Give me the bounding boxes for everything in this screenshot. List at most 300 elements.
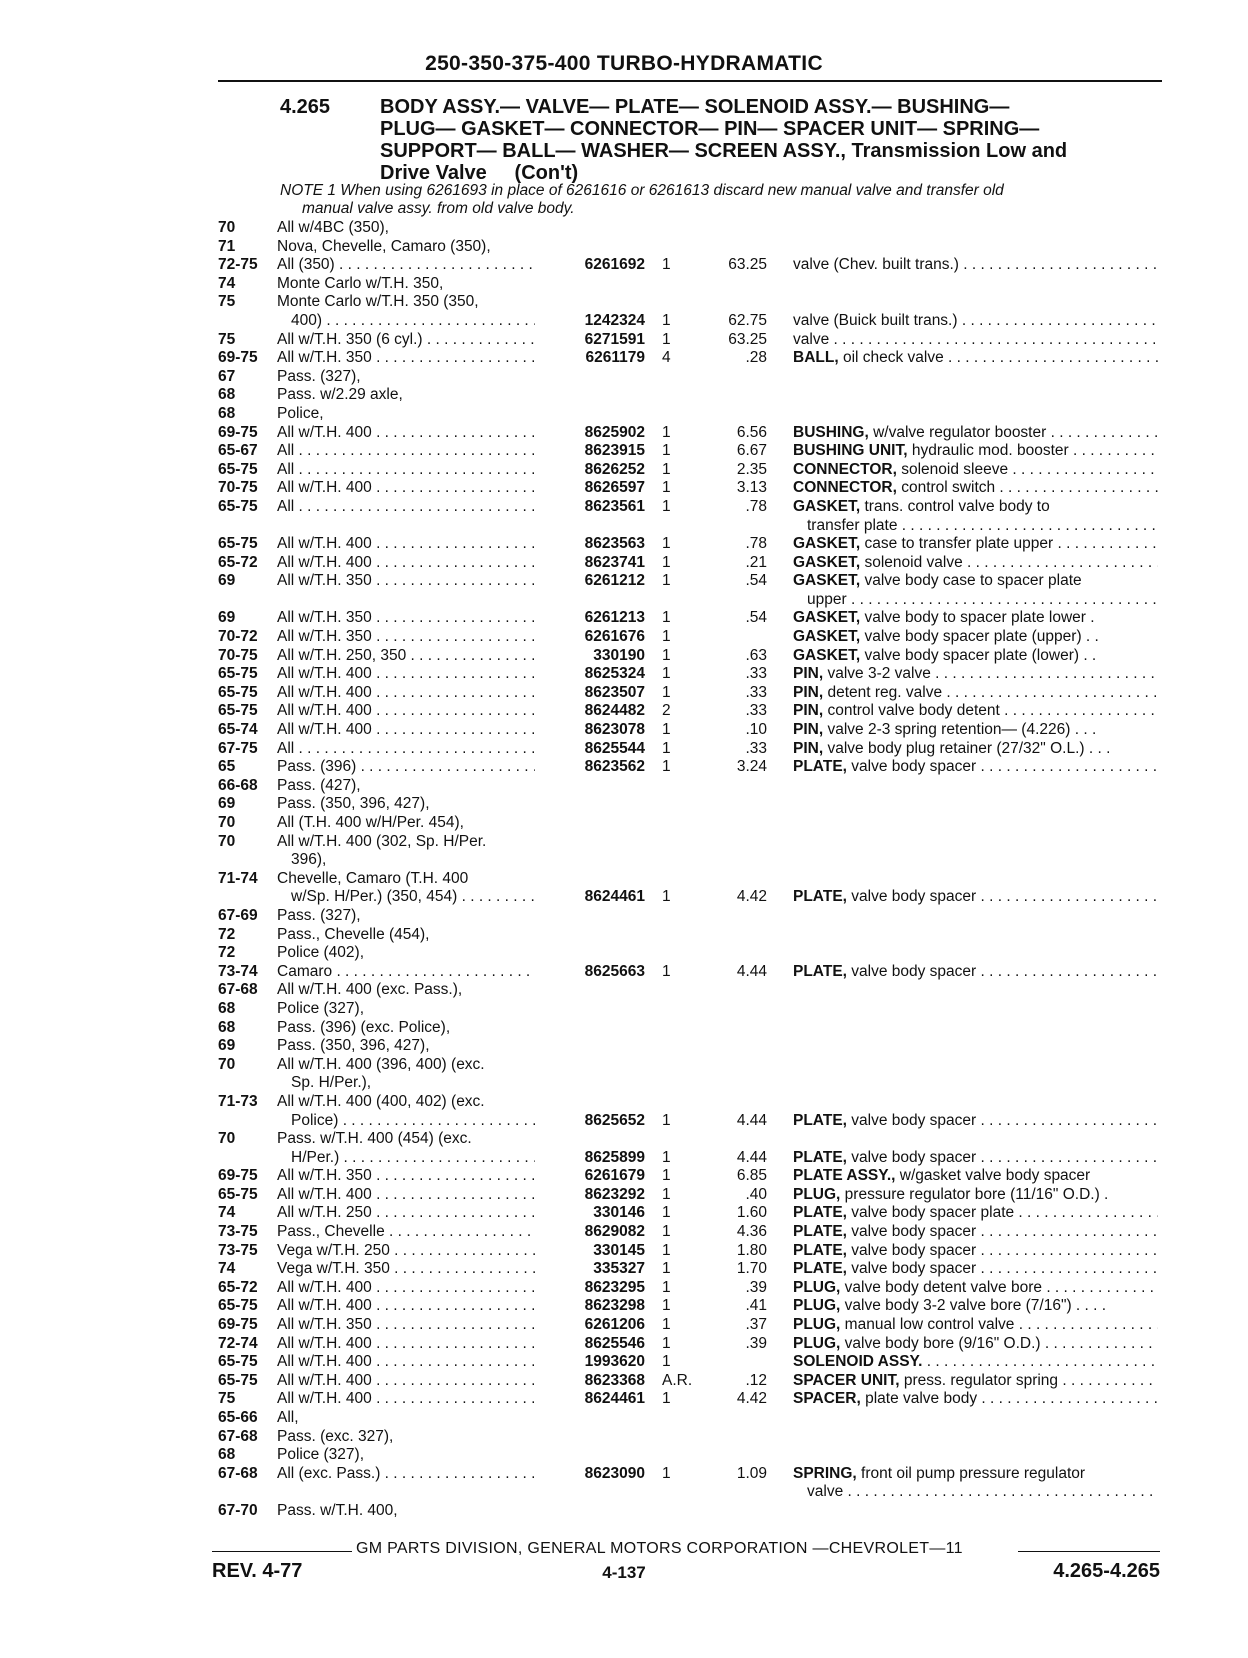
price: 6.56: [736, 423, 767, 441]
description: [793, 591, 1158, 610]
part-name: GASKET,: [793, 646, 861, 664]
quantity: 1: [662, 683, 671, 701]
list-item: [0, 331, 1248, 350]
description: [793, 740, 1158, 759]
quantity: 1: [662, 888, 671, 906]
application: 396),: [291, 851, 327, 869]
description: [793, 1465, 1158, 1484]
part-description: oil check valve: [838, 349, 944, 367]
application: All (exc. Pass.) . . .: [277, 1465, 535, 1484]
section-heading-line: BODY ASSY.— VALVE— PLATE— SOLENOID ASSY.— BUSHING—: [380, 96, 1010, 118]
model-years: 72: [218, 944, 236, 962]
price: 4.36: [736, 1223, 767, 1241]
quantity: 1: [662, 1223, 671, 1241]
part-description: case to transfer plate upper: [860, 535, 1054, 553]
part-name: GASKET,: [793, 609, 861, 627]
part-name: GASKET,: [793, 497, 861, 515]
application: All w/T.H. 250 . . .: [277, 1204, 535, 1223]
footer-section-ref: 4.265-4.265: [1053, 1560, 1160, 1582]
model-years: 65-75: [218, 1297, 258, 1315]
application: Police (327),: [277, 999, 365, 1017]
list-item: [0, 1279, 1248, 1298]
list-item: [0, 219, 1248, 238]
description: [793, 535, 1158, 554]
application: All w/T.H. 400 . . .: [277, 1335, 535, 1354]
part-description: valve body spacer: [846, 1260, 977, 1278]
quantity: 2: [662, 702, 671, 720]
list-item: [0, 981, 1248, 1000]
application: Police (402),: [277, 944, 365, 962]
part-number: 8623561: [584, 497, 645, 515]
price: .40: [745, 1185, 767, 1203]
list-item: [0, 1242, 1248, 1261]
note-line: manual valve assy. from old valve body.: [302, 200, 575, 217]
quantity: 1: [662, 1278, 671, 1296]
quantity: 1: [662, 1148, 671, 1166]
description: [793, 758, 1158, 777]
list-item: [0, 609, 1248, 628]
list-item: [0, 572, 1248, 591]
application: Pass. (327),: [277, 906, 361, 924]
application: Pass. w/T.H. 400 (454) (exc.: [277, 1130, 472, 1148]
description: [793, 1390, 1158, 1409]
part-name: PLUG,: [793, 1334, 841, 1352]
application: All w/T.H. 400 . . .: [277, 535, 535, 554]
list-item: [0, 312, 1248, 331]
price: .33: [745, 739, 767, 757]
list-item: [0, 833, 1248, 852]
application: All w/T.H. 400 . . .: [277, 1279, 535, 1298]
part-name: BUSHING UNIT,: [793, 442, 908, 460]
quantity: 1: [662, 1185, 671, 1203]
price: .28: [745, 349, 767, 367]
description: [793, 1167, 1158, 1186]
list-item: [0, 424, 1248, 443]
part-description: valve body detent valve bore: [840, 1278, 1043, 1296]
quantity: 1: [662, 1111, 671, 1129]
quantity: 1: [662, 665, 671, 683]
part-description: upper: [807, 590, 847, 608]
price: .21: [745, 553, 767, 571]
part-description: valve body spacer: [846, 888, 977, 906]
quantity: 1: [662, 442, 671, 460]
description: [793, 442, 1158, 461]
list-item: [0, 517, 1248, 536]
list-item: [0, 498, 1248, 517]
application: 400) . . .: [277, 312, 535, 331]
part-description: solenoid valve: [860, 553, 963, 571]
part-description: valve body bore (9/16" O.D.): [840, 1334, 1041, 1352]
description: [793, 554, 1158, 573]
model-years: 74: [218, 274, 236, 292]
description: [793, 1223, 1158, 1242]
price: 63.25: [728, 330, 767, 348]
model-years: 65-75: [218, 460, 258, 478]
model-years: 67-68: [218, 1427, 258, 1445]
application: All w/T.H. 400 . . .: [277, 665, 535, 684]
parts-list: [0, 219, 1248, 1521]
price: 1.60: [736, 1204, 767, 1222]
model-years: 73-75: [218, 1241, 258, 1259]
list-item: [0, 1223, 1248, 1242]
list-item: [0, 1465, 1248, 1484]
part-number: 6261692: [584, 256, 645, 274]
part-name: SPACER UNIT,: [793, 1371, 900, 1389]
description: [793, 461, 1158, 480]
quantity: 1: [662, 1353, 671, 1371]
list-item: [0, 1056, 1248, 1075]
part-name: PLATE,: [793, 1260, 847, 1278]
list-item: [0, 1428, 1248, 1447]
application: All (350) . . .: [277, 256, 535, 275]
application: All w/T.H. 350 (6 cyl.) . . .: [277, 331, 535, 350]
model-years: 65-72: [218, 1278, 258, 1296]
list-item: [0, 926, 1248, 945]
part-name: PLATE,: [793, 1148, 847, 1166]
list-item: [0, 963, 1248, 982]
section-heading-line: Drive Valve (Con't): [380, 162, 579, 184]
list-item: [0, 1316, 1248, 1335]
price: .41: [745, 1297, 767, 1315]
part-name: PIN,: [793, 683, 824, 701]
part-description: trans. control valve body to: [860, 497, 1050, 515]
list-item: [0, 1483, 1248, 1502]
quantity: 1: [662, 1464, 671, 1482]
part-name: GASKET,: [793, 535, 861, 553]
list-item: [0, 647, 1248, 666]
part-number: 8625544: [584, 739, 645, 757]
application: Pass. (exc. 327),: [277, 1427, 394, 1445]
list-item: [0, 1204, 1248, 1223]
part-number: 8624482: [584, 702, 645, 720]
application: All w/T.H. 250, 350 . . .: [277, 647, 535, 666]
model-years: 75: [218, 1390, 236, 1408]
application: All,: [277, 1409, 299, 1426]
list-item: [0, 1037, 1248, 1056]
part-name: SOLENOID ASSY.: [793, 1353, 923, 1371]
part-description: press. regulator spring: [899, 1371, 1059, 1389]
description: [793, 1112, 1158, 1131]
price: 4.44: [736, 1148, 767, 1166]
application: All w/T.H. 350 . . .: [277, 609, 535, 628]
part-name: BALL,: [793, 349, 839, 367]
part-name: PLATE,: [793, 1204, 847, 1222]
part-description: solenoid sleeve: [896, 460, 1009, 478]
part-number: 6261206: [584, 1316, 645, 1334]
application: Pass. w/T.H. 400,: [277, 1501, 398, 1519]
part-number: 8623562: [584, 758, 645, 776]
price: .37: [745, 1316, 767, 1334]
application: Police,: [277, 404, 324, 422]
model-years: 65-66: [218, 1409, 258, 1426]
part-description: valve body 3-2 valve bore (7/16") . . . .: [840, 1297, 1107, 1315]
list-item: [0, 1390, 1248, 1409]
part-number: 8623741: [584, 553, 645, 571]
application: Pass. (427),: [277, 776, 361, 794]
part-number: 6261212: [584, 572, 645, 590]
model-years: 65-75: [218, 1353, 258, 1371]
list-item: [0, 238, 1248, 257]
model-years: 69-75: [218, 349, 258, 367]
part-name: PLATE,: [793, 962, 847, 980]
part-description: w/gasket valve body spacer: [895, 1167, 1091, 1185]
list-item: [0, 1297, 1248, 1316]
part-description: valve: [807, 1483, 844, 1501]
model-years: 75: [218, 330, 236, 348]
model-years: 68: [218, 1446, 236, 1464]
part-description: valve 3-2 valve: [823, 665, 931, 683]
model-years: 67: [218, 367, 236, 385]
quantity: 1: [662, 1204, 671, 1222]
list-item: [0, 293, 1248, 312]
part-number: 8623368: [584, 1371, 645, 1389]
part-number: 330190: [593, 646, 645, 664]
description: [793, 1204, 1158, 1223]
part-description: valve body spacer: [846, 1111, 977, 1129]
quantity: A.R.: [662, 1371, 693, 1389]
application: All . . .: [277, 442, 535, 461]
application: Nova, Chevelle, Camaro (350),: [277, 237, 491, 255]
part-number: 8623090: [584, 1464, 645, 1482]
application: Pass. (350, 396, 427),: [277, 795, 430, 813]
application: All . . .: [277, 740, 535, 759]
list-item: [0, 888, 1248, 907]
list-item: [0, 1260, 1248, 1279]
part-name: GASKET,: [793, 572, 861, 590]
price: 4.44: [736, 962, 767, 980]
description: [793, 684, 1158, 703]
price: 4.42: [736, 1390, 767, 1408]
model-years: 70: [218, 814, 236, 831]
part-number: 8626252: [584, 460, 645, 478]
part-number: 8623292: [584, 1185, 645, 1203]
price: .63: [745, 646, 767, 664]
part-description: transfer plate: [807, 516, 898, 534]
list-item: [0, 944, 1248, 963]
part-number: 8629082: [584, 1223, 645, 1241]
list-item: [0, 554, 1248, 573]
part-name: PIN,: [793, 665, 824, 683]
description: [793, 628, 1158, 647]
application: Pass., Chevelle . . .: [277, 1223, 535, 1242]
list-item: [0, 628, 1248, 647]
price: .33: [745, 665, 767, 683]
quantity: 1: [662, 1297, 671, 1315]
list-item: [0, 1186, 1248, 1205]
model-years: 66-68: [218, 776, 258, 794]
part-description: valve body plug retainer (27/32" O.L.) . . .: [823, 739, 1111, 757]
part-name: PLATE,: [793, 1223, 847, 1241]
price: 2.35: [736, 460, 767, 478]
quantity: 1: [662, 311, 671, 329]
application: Pass., Chevelle (454),: [277, 925, 430, 943]
part-name: SPACER,: [793, 1390, 861, 1408]
quantity: 1: [662, 553, 671, 571]
application: All w/T.H. 400 (400, 402) (exc.: [277, 1092, 485, 1110]
list-item: [0, 814, 1248, 833]
list-item: [0, 386, 1248, 405]
quantity: 1: [662, 1334, 671, 1352]
list-item: [0, 1446, 1248, 1465]
part-number: 8624461: [584, 888, 645, 906]
model-years: 69: [218, 1037, 236, 1055]
part-name: PIN,: [793, 702, 824, 720]
list-item: [0, 907, 1248, 926]
list-item: [0, 1409, 1248, 1428]
part-description: valve body spacer: [846, 1241, 977, 1259]
part-number: 8623563: [584, 535, 645, 553]
part-number: 8623298: [584, 1297, 645, 1315]
description: [793, 1353, 1158, 1372]
model-years: 74: [218, 1204, 236, 1222]
list-item: [0, 1149, 1248, 1168]
model-years: 67-70: [218, 1501, 258, 1519]
quantity: 1: [662, 1241, 671, 1259]
footer-page-number: 4-137: [602, 1563, 646, 1582]
list-item: [0, 665, 1248, 684]
part-name: PLATE,: [793, 1241, 847, 1259]
part-name: GASKET,: [793, 553, 861, 571]
description: [793, 572, 1158, 591]
list-item: [0, 684, 1248, 703]
description: [793, 1279, 1158, 1298]
application: All w/T.H. 400 (302, Sp. H/Per.: [277, 832, 487, 850]
model-years: 65-74: [218, 721, 258, 739]
model-years: 69: [218, 795, 236, 813]
title-rule: [218, 80, 1162, 82]
model-years: 72: [218, 925, 236, 943]
description: [793, 331, 1158, 350]
list-item: [0, 479, 1248, 498]
part-name: CONNECTOR,: [793, 479, 897, 497]
section-number: 4.265: [280, 96, 331, 118]
part-name: PLATE,: [793, 888, 847, 906]
model-years: 71: [218, 237, 236, 255]
price: .39: [745, 1278, 767, 1296]
model-years: 67-68: [218, 981, 258, 999]
list-item: [0, 1000, 1248, 1019]
part-number: 335327: [593, 1260, 645, 1278]
part-description: control valve body detent: [823, 702, 1000, 720]
application: All w/T.H. 400 . . .: [277, 684, 535, 703]
description: [793, 479, 1158, 498]
description: [793, 498, 1158, 517]
quantity: 1: [662, 497, 671, 515]
model-years: 75: [218, 293, 236, 311]
part-number: 8623295: [584, 1278, 645, 1296]
list-item: [0, 795, 1248, 814]
model-years: 67-68: [218, 1464, 258, 1482]
price: .39: [745, 1334, 767, 1352]
list-item: [0, 758, 1248, 777]
part-name: PIN,: [793, 721, 824, 739]
quantity: 1: [662, 1167, 671, 1185]
part-description: valve body to spacer plate lower .: [860, 609, 1095, 627]
price: 4.44: [736, 1111, 767, 1129]
application: All w/T.H. 350 . . .: [277, 1167, 535, 1186]
application: Pass. (327),: [277, 367, 361, 385]
part-number: 1993620: [584, 1353, 645, 1371]
part-number: 6261676: [584, 628, 645, 646]
part-number: 330145: [593, 1241, 645, 1259]
note-line: NOTE 1 When using 6261693 in place of 6261616 or 6261613 discard new manual valve and transfer old: [280, 182, 1004, 199]
application: All w/T.H. 400 . . .: [277, 554, 535, 573]
application: All w/T.H. 400 . . .: [277, 479, 535, 498]
application: Police (327),: [277, 1446, 365, 1464]
model-years: 68: [218, 1018, 236, 1036]
application: Chevelle, Camaro (T.H. 400: [277, 869, 469, 887]
quantity: 1: [662, 628, 671, 646]
application: Monte Carlo w/T.H. 350,: [277, 274, 444, 292]
application: All w/T.H. 350 . . .: [277, 572, 535, 591]
price: .54: [745, 609, 767, 627]
price: 1.09: [736, 1464, 767, 1482]
description: [793, 963, 1158, 982]
model-years: 65-75: [218, 497, 258, 515]
price: 3.13: [736, 479, 767, 497]
list-item: [0, 1335, 1248, 1354]
price: .33: [745, 683, 767, 701]
part-name: PLUG,: [793, 1297, 841, 1315]
application: All w/T.H. 400 (396, 400) (exc.: [277, 1055, 485, 1073]
part-number: 8625902: [584, 423, 645, 441]
application: Monte Carlo w/T.H. 350 (350,: [277, 293, 479, 311]
part-name: PLATE,: [793, 1111, 847, 1129]
list-item: [0, 405, 1248, 424]
list-item: [0, 851, 1248, 870]
part-description: valve body spacer: [846, 1148, 977, 1166]
part-number: 1242324: [584, 311, 645, 329]
model-years: 73-75: [218, 1223, 258, 1241]
model-years: 65: [218, 758, 236, 776]
model-years: 65-72: [218, 553, 258, 571]
model-years: 72-74: [218, 1334, 258, 1352]
part-description: detent reg. valve: [823, 683, 943, 701]
note: [280, 182, 1160, 218]
application: Vega w/T.H. 250 . . .: [277, 1242, 535, 1261]
part-description: valve body spacer: [846, 962, 977, 980]
application: All w/T.H. 400 . . .: [277, 721, 535, 740]
application: Vega w/T.H. 350 . . .: [277, 1260, 535, 1279]
model-years: 65-75: [218, 702, 258, 720]
application: All w/T.H. 350 . . .: [277, 628, 535, 647]
quantity: 1: [662, 1260, 671, 1278]
price: 1.70: [736, 1260, 767, 1278]
part-number: 6261679: [584, 1167, 645, 1185]
description: [793, 721, 1158, 740]
model-years: 73-74: [218, 962, 258, 980]
list-item: [0, 1372, 1248, 1391]
part-description: front oil pump pressure regulator: [856, 1464, 1086, 1482]
list-item: [0, 721, 1248, 740]
application: All w/T.H. 350 . . .: [277, 349, 535, 368]
application: All w/T.H. 400 . . .: [277, 1390, 535, 1409]
description: [793, 349, 1158, 368]
application: Pass. (396) . . .: [277, 758, 535, 777]
description: [793, 1260, 1158, 1279]
part-name: PLATE ASSY.,: [793, 1167, 896, 1185]
model-years: 69-75: [218, 423, 258, 441]
part-number: 8623915: [584, 442, 645, 460]
model-years: 65-75: [218, 1185, 258, 1203]
list-item: [0, 368, 1248, 387]
application: All w/T.H. 400 . . .: [277, 1353, 535, 1372]
part-name: PIN,: [793, 739, 824, 757]
part-number: 6261179: [585, 349, 645, 367]
part-number: 8625324: [584, 665, 645, 683]
quantity: 1: [662, 609, 671, 627]
model-years: 69: [218, 572, 236, 590]
